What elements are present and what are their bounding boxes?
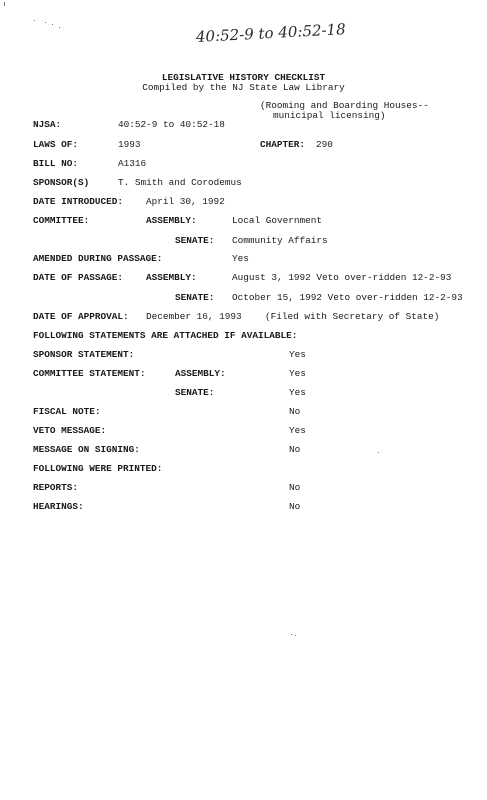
passage-assembly-value: August 3, 1992 Veto over-ridden 12-2-93 [232, 272, 452, 283]
chapter-label: CHAPTER: [260, 139, 306, 150]
scan-speck [34, 20, 35, 21]
njsa-value: 40:52-9 to 40:52-18 [118, 119, 225, 130]
committee-statement-senate-label: SENATE: [175, 387, 215, 398]
fiscal-note-value: No [289, 406, 301, 417]
scan-speck [378, 452, 379, 453]
date-introduced-label: DATE INTRODUCED: [33, 196, 124, 207]
date-of-approval-note: (Filed with Secretary of State) [265, 311, 440, 322]
date-introduced-value: April 30, 1992 [146, 196, 225, 207]
document-subtitle: Compiled by the NJ State Law Library [142, 82, 345, 93]
committee-senate-value: Community Affairs [232, 235, 328, 246]
handwritten-note: 40:52-9 to 40:52-18 [195, 20, 347, 46]
committee-statement-assembly-label: ASSEMBLY: [175, 368, 226, 379]
hearings-value: No [289, 501, 301, 512]
veto-message-value: Yes [289, 425, 306, 436]
laws-of-value: 1993 [118, 139, 141, 150]
passage-assembly-label: ASSEMBLY: [146, 272, 197, 283]
statements-heading: FOLLOWING STATEMENTS ARE ATTACHED IF AVAILABLE: [33, 330, 298, 341]
scan-speck [45, 22, 46, 23]
date-of-approval-label: DATE OF APPROVAL: [33, 311, 129, 322]
veto-message-label: VETO MESSAGE: [33, 425, 107, 436]
committee-label: COMMITTEE: [33, 215, 90, 226]
date-of-passage-label: DATE OF PASSAGE: [33, 272, 124, 283]
amended-label: AMENDED DURING PASSAGE: [33, 253, 163, 264]
committee-statement-assembly-value: Yes [289, 368, 306, 379]
sponsor-statement-label: SPONSOR STATEMENT: [33, 349, 135, 360]
committee-statement-senate-value: Yes [289, 387, 306, 398]
hearings-label: HEARINGS: [33, 501, 84, 512]
scan-speck [291, 634, 292, 635]
committee-assembly-value: Local Government [232, 215, 323, 226]
bill-no-label: BILL NO: [33, 158, 79, 169]
scan-speck [295, 635, 296, 636]
passage-senate-value: October 15, 1992 Veto over-ridden 12-2-93 [232, 292, 463, 303]
committee-statement-label: COMMITTEE STATEMENT: [33, 368, 146, 379]
committee-assembly-label: ASSEMBLY: [146, 215, 197, 226]
committee-senate-label: SENATE: [175, 235, 215, 246]
passage-senate-label: SENATE: [175, 292, 215, 303]
reports-label: REPORTS: [33, 482, 79, 493]
njsa-label: NJSA: [33, 119, 62, 130]
message-on-signing-value: No [289, 444, 301, 455]
sponsor-statement-value: Yes [289, 349, 306, 360]
scan-speck [59, 27, 60, 28]
printed-heading: FOLLOWING WERE PRINTED: [33, 463, 163, 474]
message-on-signing-label: MESSAGE ON SIGNING: [33, 444, 140, 455]
chapter-value: 290 [316, 139, 333, 150]
amended-value: Yes [232, 253, 249, 264]
scan-speck [52, 24, 53, 25]
document-title: LEGISLATIVE HISTORY CHECKLIST [161, 72, 326, 83]
fiscal-note-label: FISCAL NOTE: [33, 406, 101, 417]
sponsor-value: T. Smith and Corodemus [118, 177, 242, 188]
reports-value: No [289, 482, 301, 493]
date-of-approval-value: December 16, 1993 [146, 311, 242, 322]
sponsor-label: SPONSOR(S) [33, 177, 90, 188]
scan-speck [4, 2, 5, 6]
subject-line-2: municipal licensing) [273, 110, 386, 121]
subject-line-1: (Rooming and Boarding Houses-- [260, 100, 429, 111]
laws-of-label: LAWS OF: [33, 139, 79, 150]
bill-no-value: A1316 [118, 158, 147, 169]
